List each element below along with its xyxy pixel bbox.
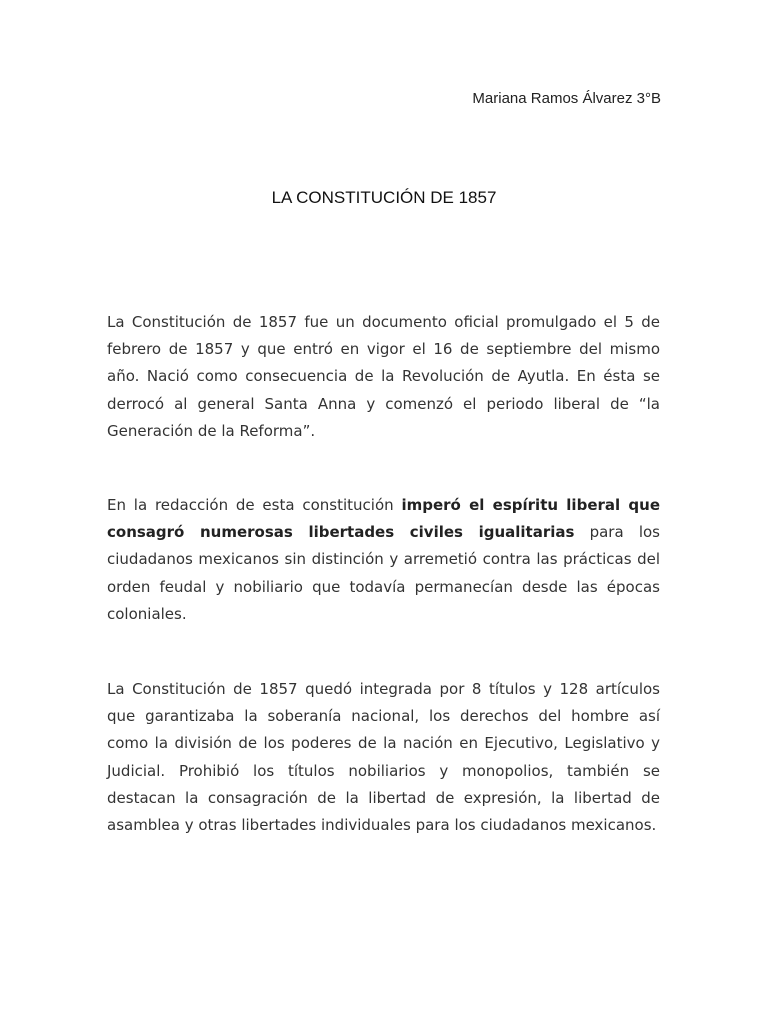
- paragraph-1-text: La Constitución de 1857 fue un documento oficial promulgado el 5 de febrero de 1857 y que entró en vigor el 16 de septiembre del mismo año. Nació como consecuencia de la Revolución de Ayutla. En ésta se derrocó al general Santa Anna y comenzó el periodo liberal de “la Generación de la Reforma”.: [107, 313, 660, 440]
- paragraph-3: [107, 676, 660, 839]
- paragraph-2: [107, 492, 660, 628]
- paragraph-1: [107, 309, 660, 445]
- paragraph-2-bold-text: imperó el espíritu liberal que consagró numerosas libertades civiles igualitarias: [107, 496, 660, 542]
- document-title: LA CONSTITUCIÓN DE 1857: [271, 188, 497, 207]
- paragraph-2-text-before: En la redacción de esta constitución: [107, 496, 402, 514]
- paragraph-3-text: La Constitución de 1857 quedó integrada por 8 títulos y 128 artículos que garantizaba la soberanía nacional, los derechos del hombre así como la división de los poderes de la nación en Ejecutivo, Legislativo y Judicial. Prohibió los títulos nobiliarios y monopolios, también se destacan la consagración de la libertad de expresión, la libertad de asamblea y otras libertades individuales para los ciudadanos mexicanos.: [107, 680, 660, 835]
- paragraph-2-text-after: para los ciudadanos mexicanos sin distinción y arremetió contra las prácticas del orden feudal y nobiliario que todavía permanecían desde las épocas coloniales.: [107, 523, 660, 623]
- author-line: Mariana Ramos Álvarez 3°B: [472, 90, 661, 107]
